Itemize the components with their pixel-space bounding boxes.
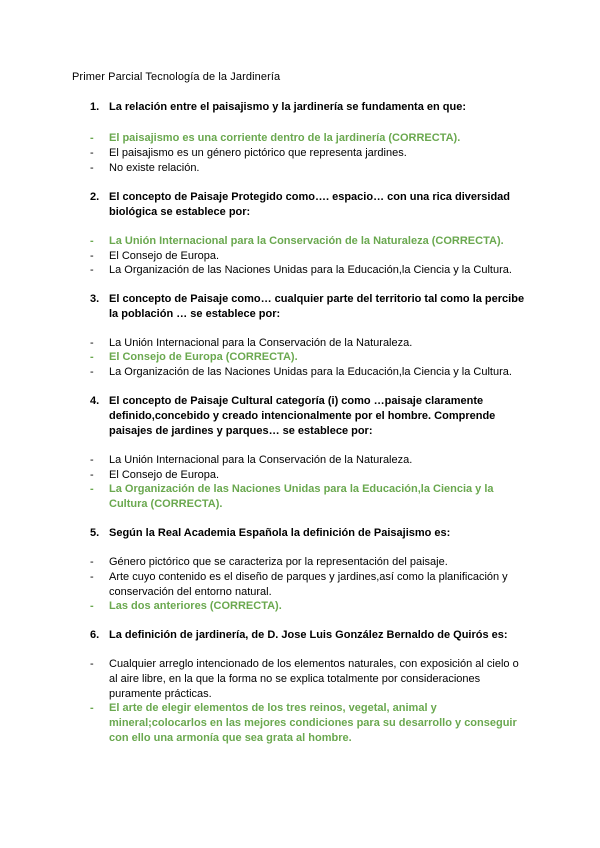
question-number: 2.: [90, 191, 100, 203]
answer-text: La Organización de las Naciones Unidas para la Educación,la Ciencia y la Cultura (CORRECTA).: [109, 483, 494, 510]
answer-text: El arte de elegir elementos de los tres reinos, vegetal, animal y mineral;colocarlos en las mejores condiciones para su desarrollo y conseguir con ello una armonía que sea grata al hombre.: [109, 702, 517, 744]
answer-option: [90, 336, 530, 351]
bullet-dash: -: [90, 454, 94, 466]
answer-option: [90, 468, 530, 483]
question-text: El concepto de Paisaje como… cualquier parte del territorio tal como la percibe la población … se establece por:: [109, 293, 525, 320]
bullet-dash: -: [90, 132, 94, 144]
answer-option-correct: [90, 234, 530, 249]
answer-option-correct: [90, 599, 530, 614]
answer-option: [90, 365, 530, 380]
answer-text: El Consejo de Europa.: [109, 250, 220, 262]
answer-text: Las dos anteriores (CORRECTA).: [109, 600, 282, 612]
answer-text: La Organización de las Naciones Unidas para la Educación,la Ciencia y la Cultura.: [109, 264, 512, 276]
question-6: [90, 628, 530, 643]
answer-text: La Unión Internacional para la Conservación de la Naturaleza.: [109, 337, 413, 349]
answer-text: El Consejo de Europa (CORRECTA).: [109, 351, 298, 363]
bullet-dash: -: [90, 702, 94, 714]
bullet-dash: -: [90, 571, 94, 583]
answer-text: El paisajismo es una corriente dentro de la jardinería (CORRECTA).: [109, 132, 461, 144]
question-number: 5.: [90, 527, 100, 539]
question-number: 1.: [90, 101, 100, 113]
bullet-dash: -: [90, 351, 94, 363]
question-3: [90, 292, 530, 322]
answer-text: Género pictórico que se caracteriza por la representación del paisaje.: [109, 556, 448, 568]
question-number: 6.: [90, 629, 100, 641]
answer-option: [90, 555, 530, 570]
question-5: [90, 526, 530, 541]
bullet-dash: -: [90, 235, 94, 247]
bullet-dash: -: [90, 250, 94, 262]
answer-text: Cualquier arreglo intencionado de los elementos naturales, con exposición al cielo o al aire libre, en la que la forma no se explica totalmente por consideraciones puramente prácticas.: [109, 658, 519, 700]
question-number: 4.: [90, 395, 100, 407]
bullet-dash: -: [90, 337, 94, 349]
question-1: [90, 100, 530, 115]
bullet-dash: -: [90, 264, 94, 276]
question-text: Según la Real Academia Española la definición de Paisajismo es:: [109, 527, 451, 539]
answer-option: [90, 570, 530, 600]
answer-option-correct: [90, 350, 530, 365]
answer-option: [90, 453, 530, 468]
answer-option: [90, 146, 530, 161]
bullet-dash: -: [90, 469, 94, 481]
answer-option: [90, 161, 530, 176]
answer-text: La Unión Internacional para la Conservación de la Naturaleza (CORRECTA).: [109, 235, 504, 247]
answer-option: [90, 249, 530, 264]
bullet-dash: -: [90, 483, 94, 495]
bullet-dash: -: [90, 600, 94, 612]
answer-option-correct: [90, 131, 530, 146]
bullet-dash: -: [90, 556, 94, 568]
question-text: El concepto de Paisaje Protegido como…. espacio… con una rica diversidad biológica se establece por:: [109, 191, 511, 218]
document-title: Primer Parcial Tecnología de la Jardinería: [72, 71, 281, 83]
answer-text: Arte cuyo contenido es el diseño de parques y jardines,así como la planificación y conservación del entorno natural.: [109, 571, 508, 598]
bullet-dash: -: [90, 147, 94, 159]
question-2: [90, 190, 530, 220]
bullet-dash: -: [90, 658, 94, 670]
bullet-dash: -: [90, 366, 94, 378]
answer-text: El Consejo de Europa.: [109, 469, 220, 481]
question-4: [90, 394, 530, 439]
answer-text: No existe relación.: [109, 162, 200, 174]
answer-option: [90, 657, 530, 702]
answer-option: [90, 263, 530, 278]
answer-option-correct: [90, 482, 530, 512]
question-number: 3.: [90, 293, 100, 305]
answer-option-correct: [90, 701, 530, 746]
question-text: La relación entre el paisajismo y la jardinería se fundamenta en que:: [109, 101, 467, 113]
bullet-dash: -: [90, 162, 94, 174]
answer-text: El paisajismo es un género pictórico que representa jardines.: [109, 147, 407, 159]
question-text: La definición de jardinería, de D. Jose Luis González Bernaldo de Quirós es:: [109, 629, 508, 641]
answer-text: La Unión Internacional para la Conservación de la Naturaleza.: [109, 454, 413, 466]
answer-text: La Organización de las Naciones Unidas para la Educación,la Ciencia y la Cultura.: [109, 366, 512, 378]
question-text: El concepto de Paisaje Cultural categoría (i) como …paisaje claramente definido,concebido y creado intencionalmente por el hombre. Comprende paisajes de jardines y parques… se establece por:: [109, 395, 496, 437]
